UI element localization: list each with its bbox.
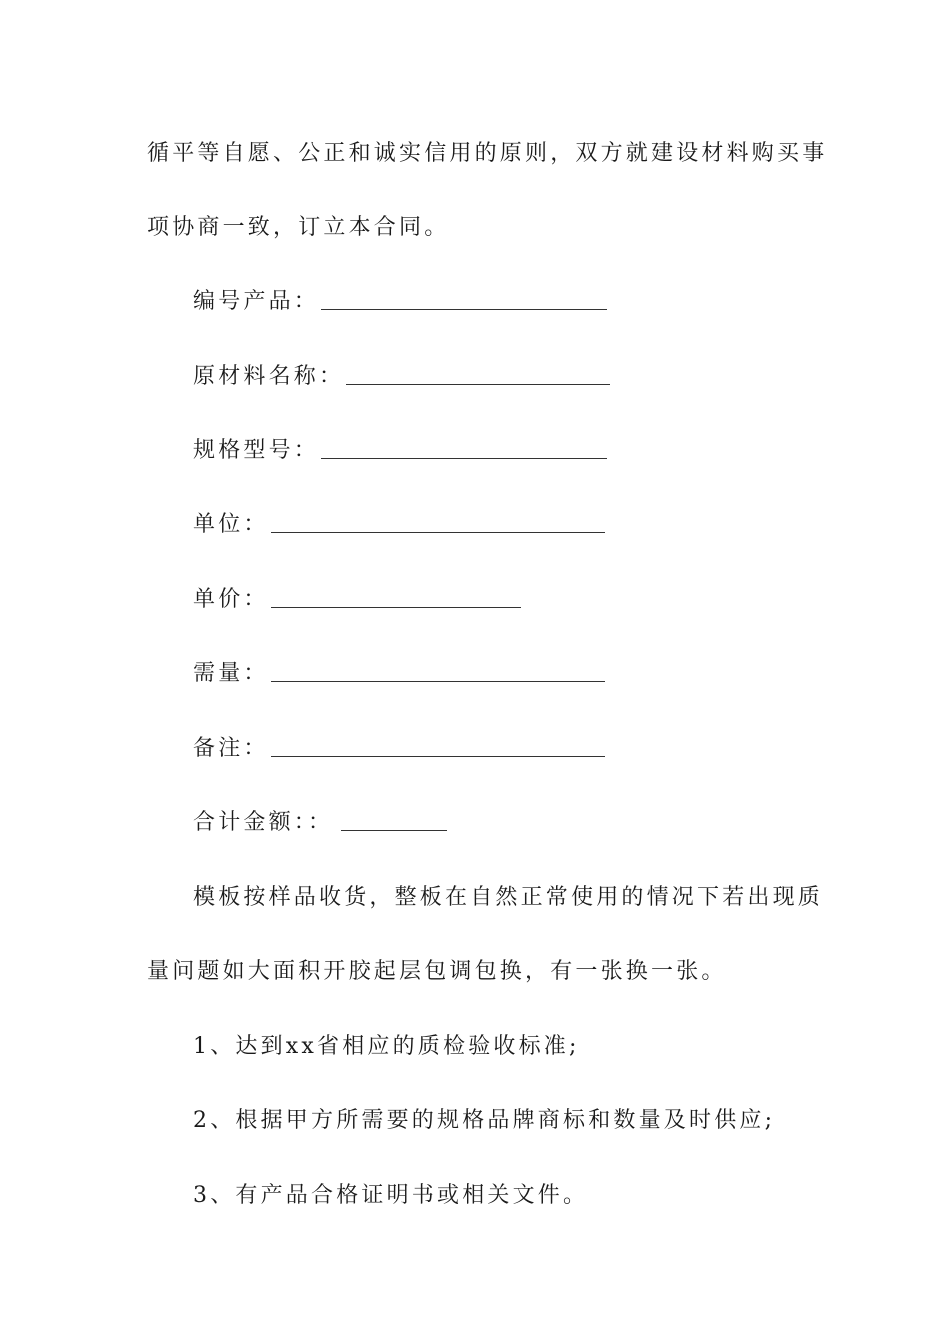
field-label: 合计金额：： xyxy=(193,810,334,835)
field-blank-line xyxy=(271,734,605,757)
field-spec-model xyxy=(193,436,607,466)
field-blank-line xyxy=(271,585,521,608)
field-blank-line xyxy=(346,362,610,385)
list-item: 2、根据甲方所需要的规格品牌商标和数量及时供应; xyxy=(193,1108,776,1133)
field-label: 需量： xyxy=(193,661,269,686)
field-product-number xyxy=(193,287,607,317)
list-item: 3、有产品合格证明书或相关文件。 xyxy=(193,1183,589,1208)
paragraph-line: 模板按样品收货，整板在自然正常使用的情况下若出现质 xyxy=(193,885,824,910)
field-label: 单位： xyxy=(193,512,269,537)
field-label: 原材料名称： xyxy=(193,364,345,389)
field-label: 单价： xyxy=(193,587,269,612)
paragraph-line: 循平等自愿、公正和诚实信用的原则，双方就建设材料购买事 xyxy=(147,141,828,166)
field-blank-line xyxy=(321,287,607,310)
field-remarks xyxy=(193,734,605,764)
field-unit xyxy=(193,510,605,540)
field-blank-line xyxy=(271,659,605,682)
field-blank-line xyxy=(271,510,605,533)
field-label: 编号产品： xyxy=(193,289,320,314)
field-unit-price xyxy=(193,585,521,615)
field-quantity xyxy=(193,659,605,689)
field-blank-line xyxy=(321,436,607,459)
field-total-amount xyxy=(193,808,447,838)
list-item: 1、达到xx省相应的质检验收标准; xyxy=(193,1034,580,1059)
paragraph-line: 项协商一致，订立本合同。 xyxy=(147,215,450,240)
field-label: 规格型号： xyxy=(193,438,320,463)
field-material-name xyxy=(193,362,610,392)
field-blank-line xyxy=(341,808,447,831)
paragraph-line: 量问题如大面积开胶起层包调包换，有一张换一张。 xyxy=(147,959,727,984)
field-label: 备注： xyxy=(193,736,269,761)
